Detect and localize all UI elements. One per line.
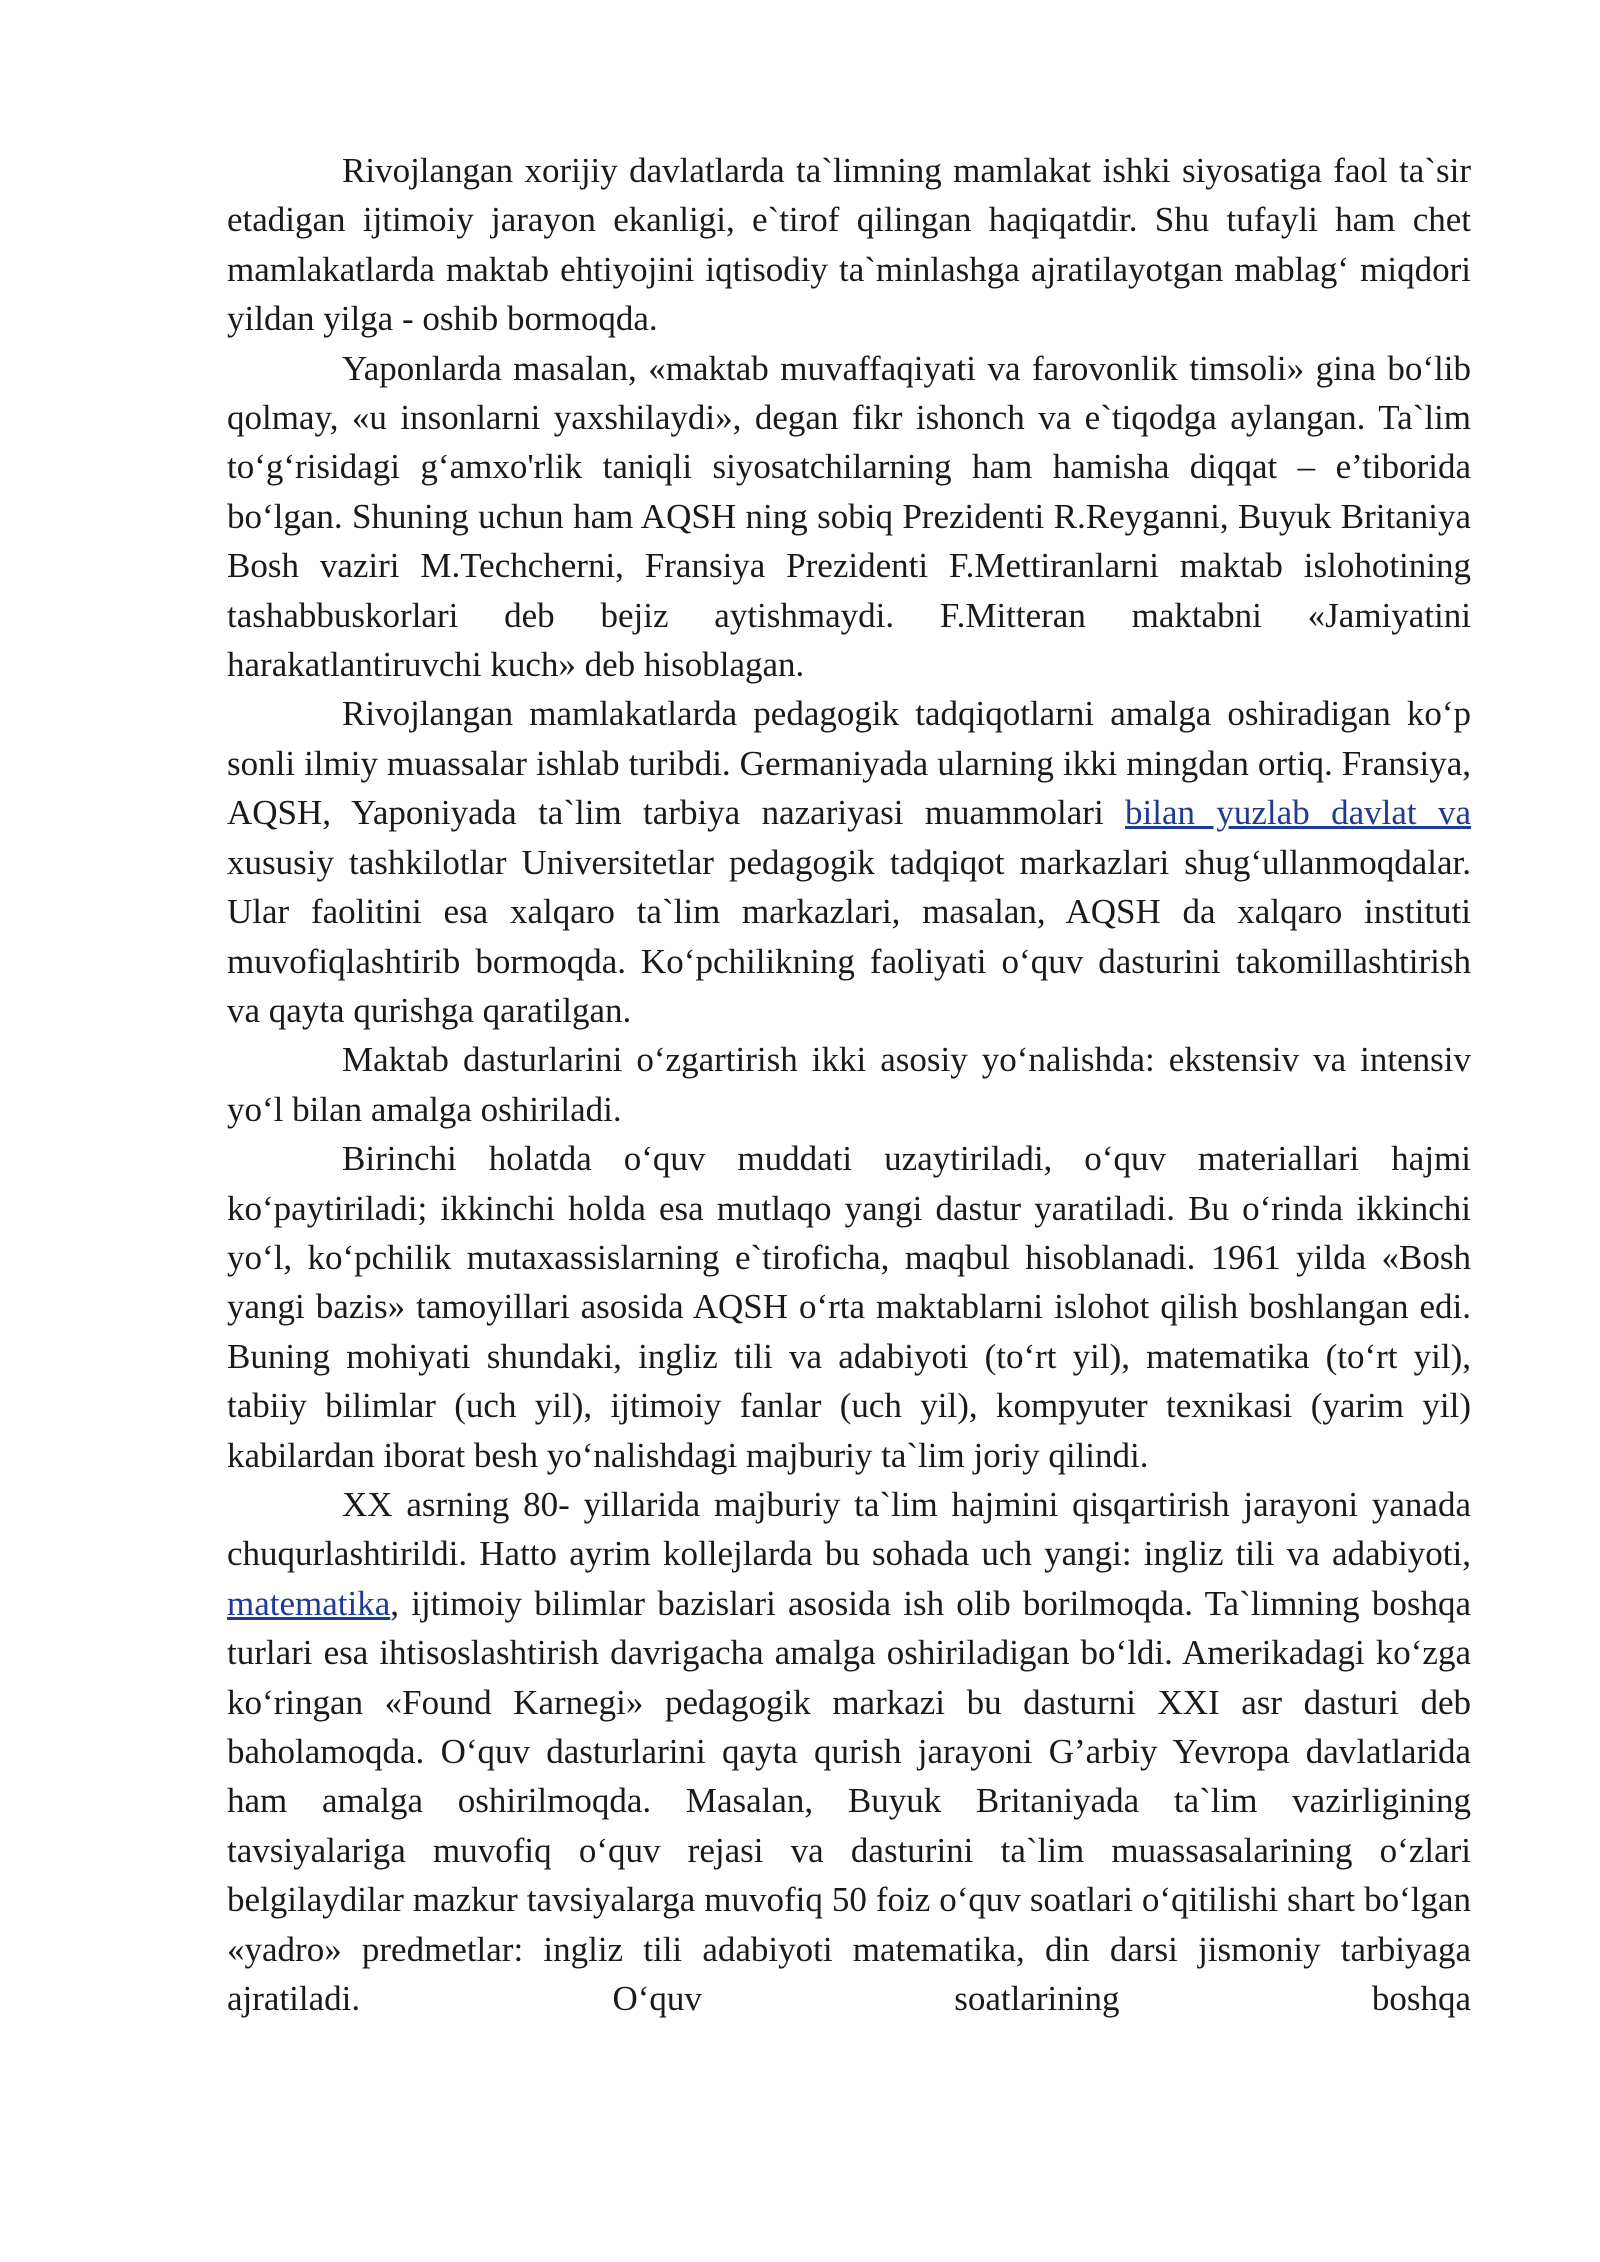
paragraph-4	[227, 1035, 1471, 1134]
paragraph-text: XX asrning 80- yillarida majburiy ta`lim hajmini qisqartirish jarayoni yanada chuqurlashtirildi. Hatto ayrim kollejlarda bu sohada uch yangi: ingliz tili va adabiyoti,	[227, 1484, 1471, 1574]
paragraph-text: Rivojlangan xorijiy davlatlarda ta`limning mamlakat ishki siyosatiga faol ta`sir etadigan ijtimoiy jarayon ekanligi, e`tirof qilingan haqiqatdir. Shu tufayli ham chet mamlakatlarda maktab ehtiyojini iqtisodiy ta`minlashga ajratilayotgan mablag‘ miqdori yildan yilga - oshib bormoqda.	[227, 151, 1471, 339]
paragraph-2	[227, 344, 1471, 690]
paragraph-text: Rivojlangan mamlakatlarda pedagogik tadqiqotlarni amalga oshiradigan ko‘p sonli ilmiy muassalar ishlab turibdi. Germaniyada ularning ikki mingdan ortiq. Fransiya, AQSH, Yaponiyada ta`lim tarbiya nazariyasi muammolari	[227, 694, 1471, 833]
paragraph-text: Birinchi holatda o‘quv muddati uzaytiriladi, o‘quv materiallari hajmi ko‘paytiriladi; ikkinchi holda esa mutlaqo yangi dastur yaratiladi. Bu o‘rinda ikkinchi yo‘l, ko‘pchilik mutaxassislarning e`tiroficha, maqbul hisoblanadi. 1961 yilda «Bosh yangi bazis» tamoyillari asosida AQSH o‘rta maktablarni islohot qilish boshlangan edi. Buning mohiyati shundaki, ingliz tili va adabiyoti (to‘rt yil), matematika (to‘rt yil), tabiiy bilimlar (uch yil), ijtimoiy fanlar (uch yil), kompyuter texnikasi (yarim yil) kabilardan iborat besh yo‘nalishdagi majburiy ta`lim joriy qilindi.	[227, 1139, 1471, 1475]
hyperlink-matematika[interactable]: matematika	[227, 1583, 391, 1623]
paragraph-text: Yaponlarda masalan, «maktab muvaffaqiyati va farovonlik timsoli» gina bo‘lib qolmay, «u insonlarni yaxshilaydi», degan fikr ishonch va e`tiqodga aylangan. Ta`lim to‘g‘risidagi g‘amxo'rlik taniqli siyosatchilarning ham hamisha diqqat – e’tiborida bo‘lgan. Shuning uchun ham AQSH ning sobiq Prezidenti R.Reyganni, Buyuk Britaniya Bosh vaziri M.Techcherni, Fransiya Prezidenti F.Mettiranlarni maktab islohotining tashabbuskorlari deb bejiz aytishmaydi. F.Mitteran maktabni «Jamiyatini harakatlantiruvchi kuch» deb hisoblagan.	[227, 348, 1471, 685]
document-body	[227, 146, 1471, 2023]
paragraph-text: Maktab dasturlarini o‘zgartirish ikki asosiy yo‘nalishda: ekstensiv va intensiv yo‘l bilan amalga oshiriladi.	[227, 1040, 1471, 1129]
paragraph-1	[227, 146, 1471, 344]
paragraph-text: xususiy tashkilotlar Universitetlar pedagogik tadqiqot markazlari shug‘ullanmoqdalar. Ular faolitini esa xalqaro ta`lim markazlari, masalan, AQSH da xalqaro instituti muvofiqlashtirib bormoqda. Ko‘pchilikning faoliyati o‘quv dasturini takomillashtirish va qayta qurishga qaratilgan.	[227, 842, 1471, 1030]
paragraph-3	[227, 689, 1471, 1035]
paragraph-5	[227, 1134, 1471, 1480]
paragraph-6	[227, 1480, 1471, 2023]
hyperlink-bilan-yuzlab[interactable]: bilan yuzlab davlat va	[1125, 793, 1471, 833]
paragraph-text: , ijtimoiy bilimlar bazislari asosida ish olib borilmoqda. Ta`limning boshqa turlari esa ihtisoslashtirish davrigacha amalga oshiriladigan bo‘ldi. Amerikadagi ko‘zga ko‘ringan «Found Karnegi» pedagogik markazi bu dasturni XXI asr dasturi deb baholamoqda. O‘quv dasturlarini qayta qurish jarayoni G’arbiy Yevropa davlatlarida ham amalga oshirilmoqda. Masalan, Buyuk Britaniyada ta`lim vazirligining tavsiyalariga muvofiq o‘quv rejasi va dasturini ta`lim muassasalarining o‘zlari belgilaydilar mazkur tavsiyalarga muvofiq 50 foiz o‘quv soatlari o‘qitilishi shart bo‘lgan «yadro» predmetlar: ingliz tili adabiyoti matematika, din darsi jismoniy tarbiyaga ajratiladi. O‘quv soatlarining boshqa	[227, 1583, 1471, 2019]
